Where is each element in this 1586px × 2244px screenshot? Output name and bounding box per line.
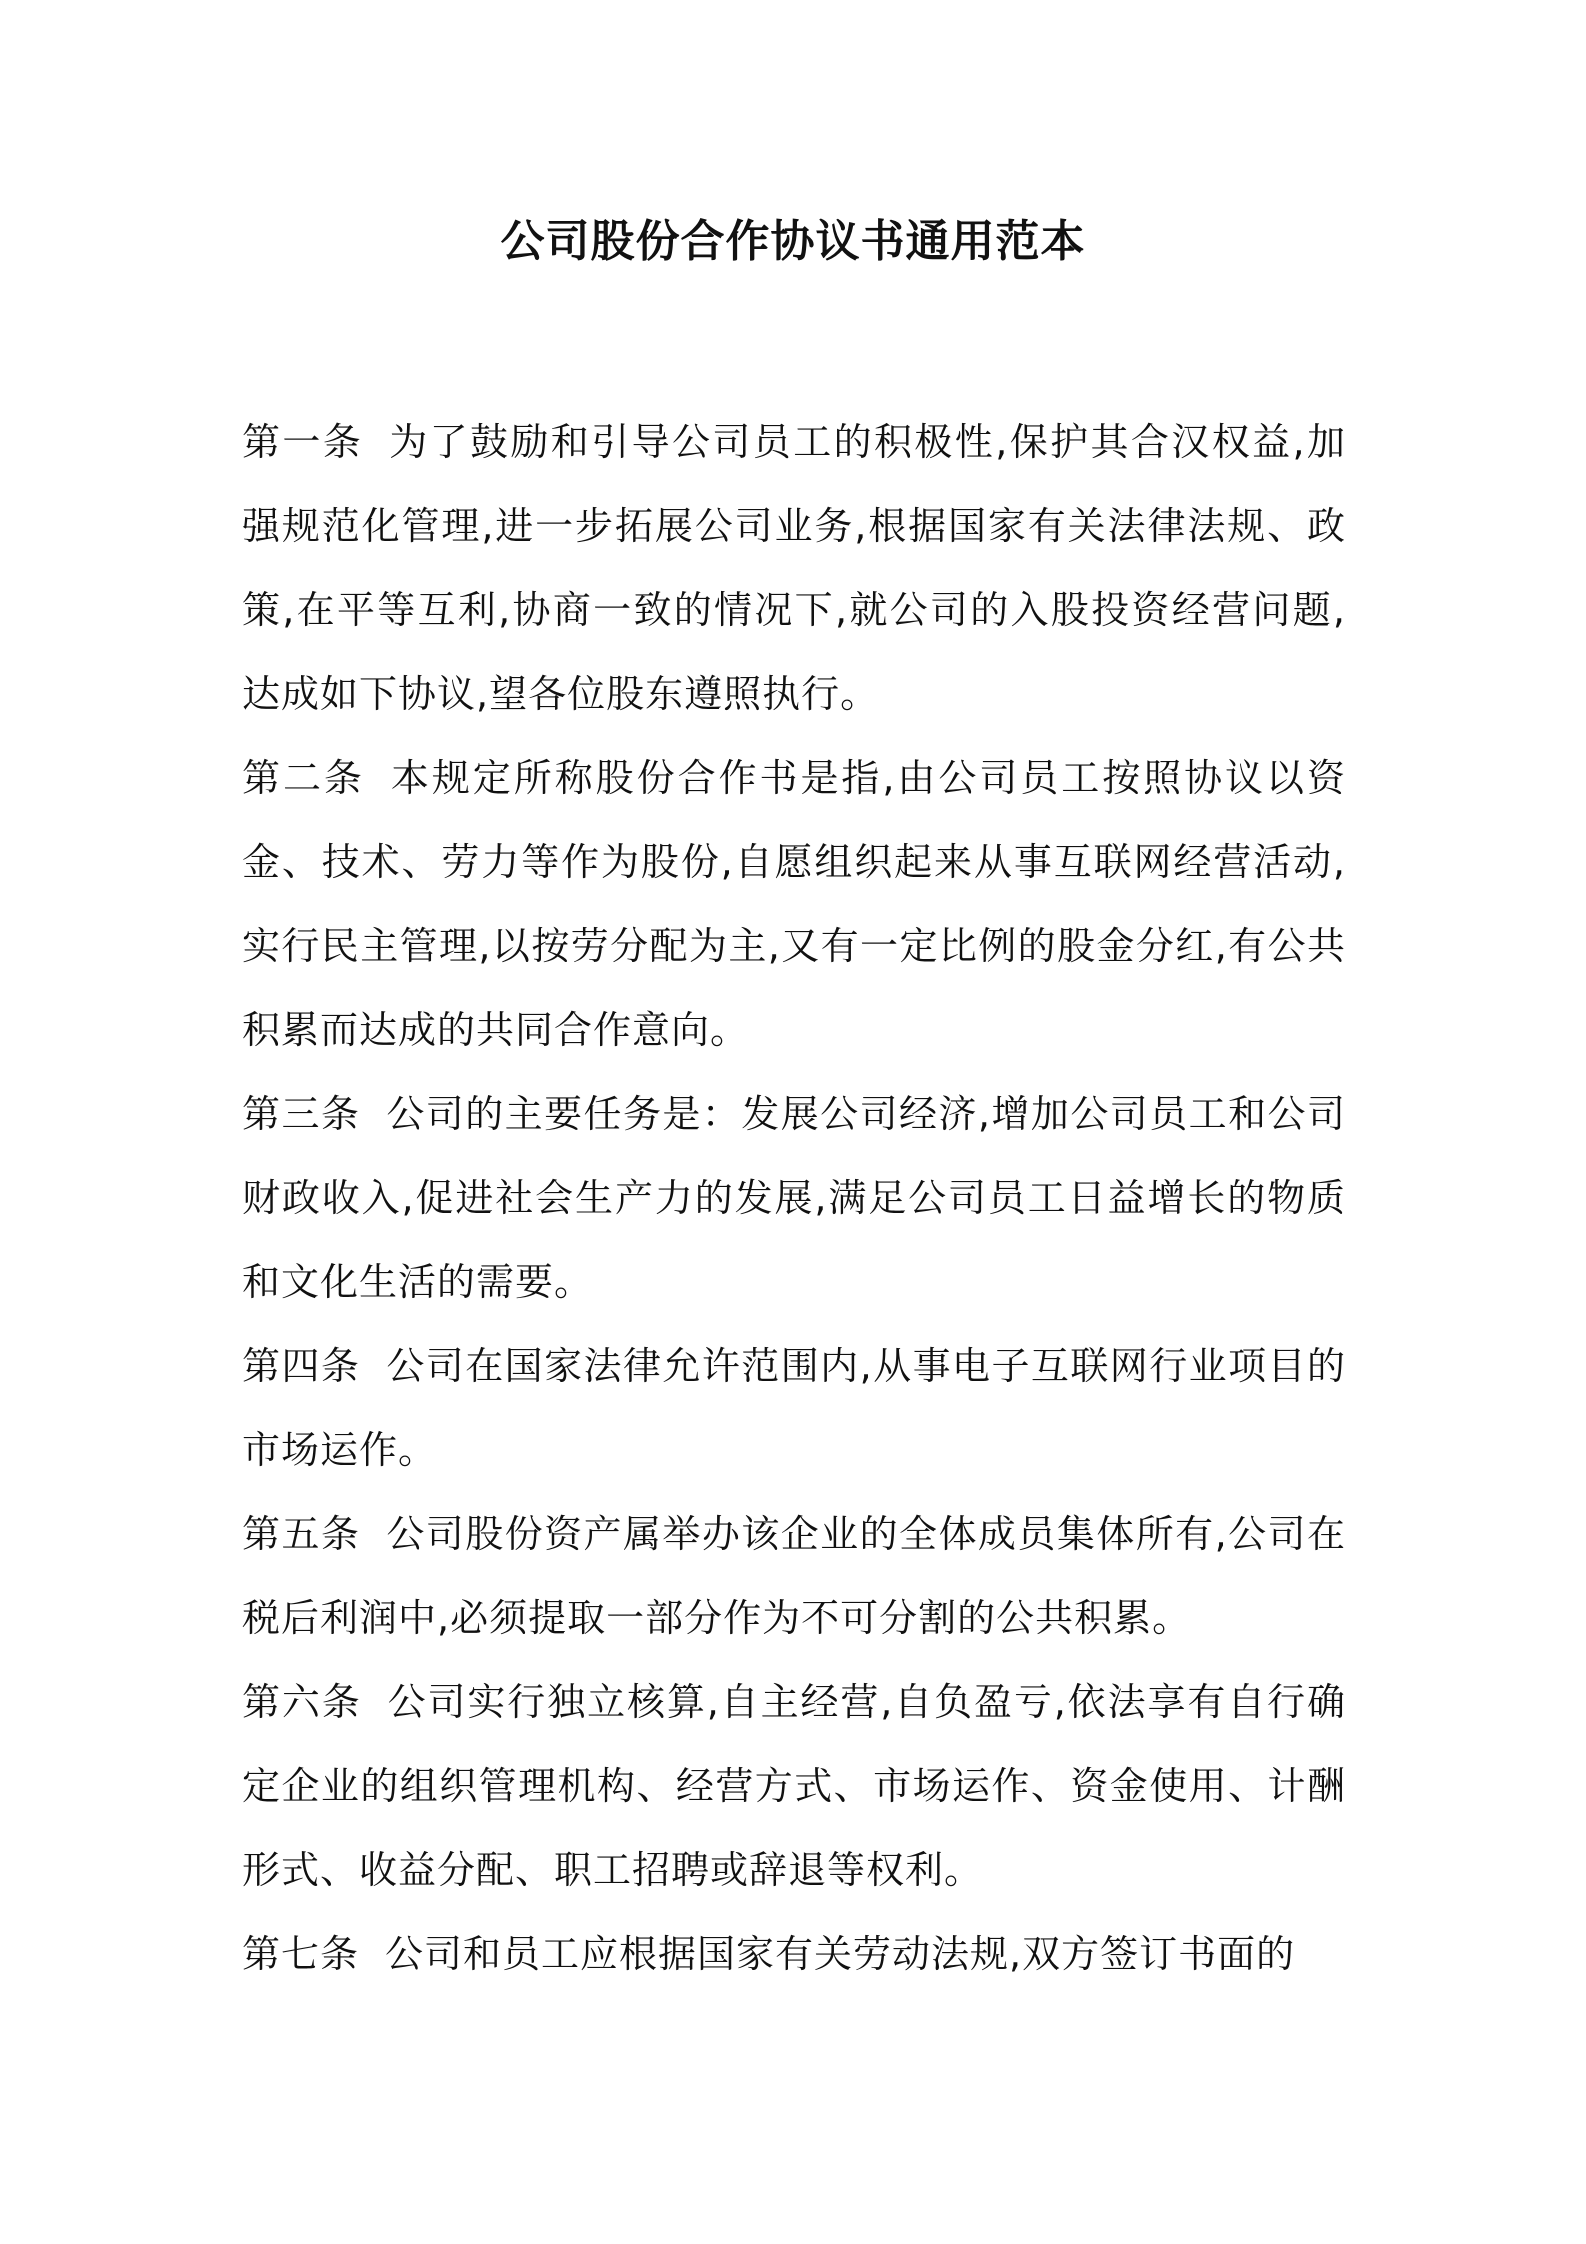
article-text: 公司股份资产属举办该企业的全体成员集体所有,公司在税后利润中,必须提取一部分作为不可分割的公共积累。 [242,1512,1346,1640]
article-6 [242,1660,1346,1912]
article-text: 公司的主要任务是：发展公司经济,增加公司员工和公司财政收入,促进社会生产力的发展,满足公司员工日益增长的物质和文化生活的需要。 [242,1092,1346,1304]
article-text: 公司和员工应根据国家有关劳动法规,双方签订书面的 [385,1932,1296,1976]
article-number: 第三条 [242,1092,361,1136]
article-text: 本规定所称股份合作书是指,由公司员工按照协议以资金、技术、劳力等作为股份,自愿组织起来从事互联网经营活动,实行民主管理,以按劳分配为主,又有一定比例的股金分红,有公共积累而达成的共同合作意向。 [242,756,1346,1052]
article-text: 公司实行独立核算,自主经营,自负盈亏,依法享有自行确定企业的组织管理机构、经营方式、市场运作、资金使用、计酬形式、收益分配、职工招聘或辞退等权利。 [242,1680,1346,1892]
article-number: 第七条 [242,1932,360,1976]
document-body [242,400,1346,1996]
article-7 [242,1912,1346,1996]
article-4 [242,1324,1346,1492]
article-text: 公司在国家法律允许范围内,从事电子互联网行业项目的市场运作。 [242,1344,1346,1472]
article-number: 第一条 [242,420,364,464]
article-3 [242,1072,1346,1324]
article-number: 第六条 [242,1680,362,1724]
document-title: 公司股份合作协议书通用范本 [500,216,1086,267]
article-5 [242,1492,1346,1660]
article-number: 第二条 [242,756,365,800]
article-text: 为了鼓励和引导公司员工的积极性,保护其合汉权益,加强规范化管理,进一步拓展公司业务,根据国家有关法律法规、政策,在平等互利,协商一致的情况下,就公司的入股投资经营问题,达成如下协议,望各位股东遵照执行。 [242,420,1346,716]
article-number: 第五条 [242,1512,361,1556]
article-2 [242,736,1346,1072]
article-1 [242,400,1346,736]
article-number: 第四条 [242,1344,361,1388]
